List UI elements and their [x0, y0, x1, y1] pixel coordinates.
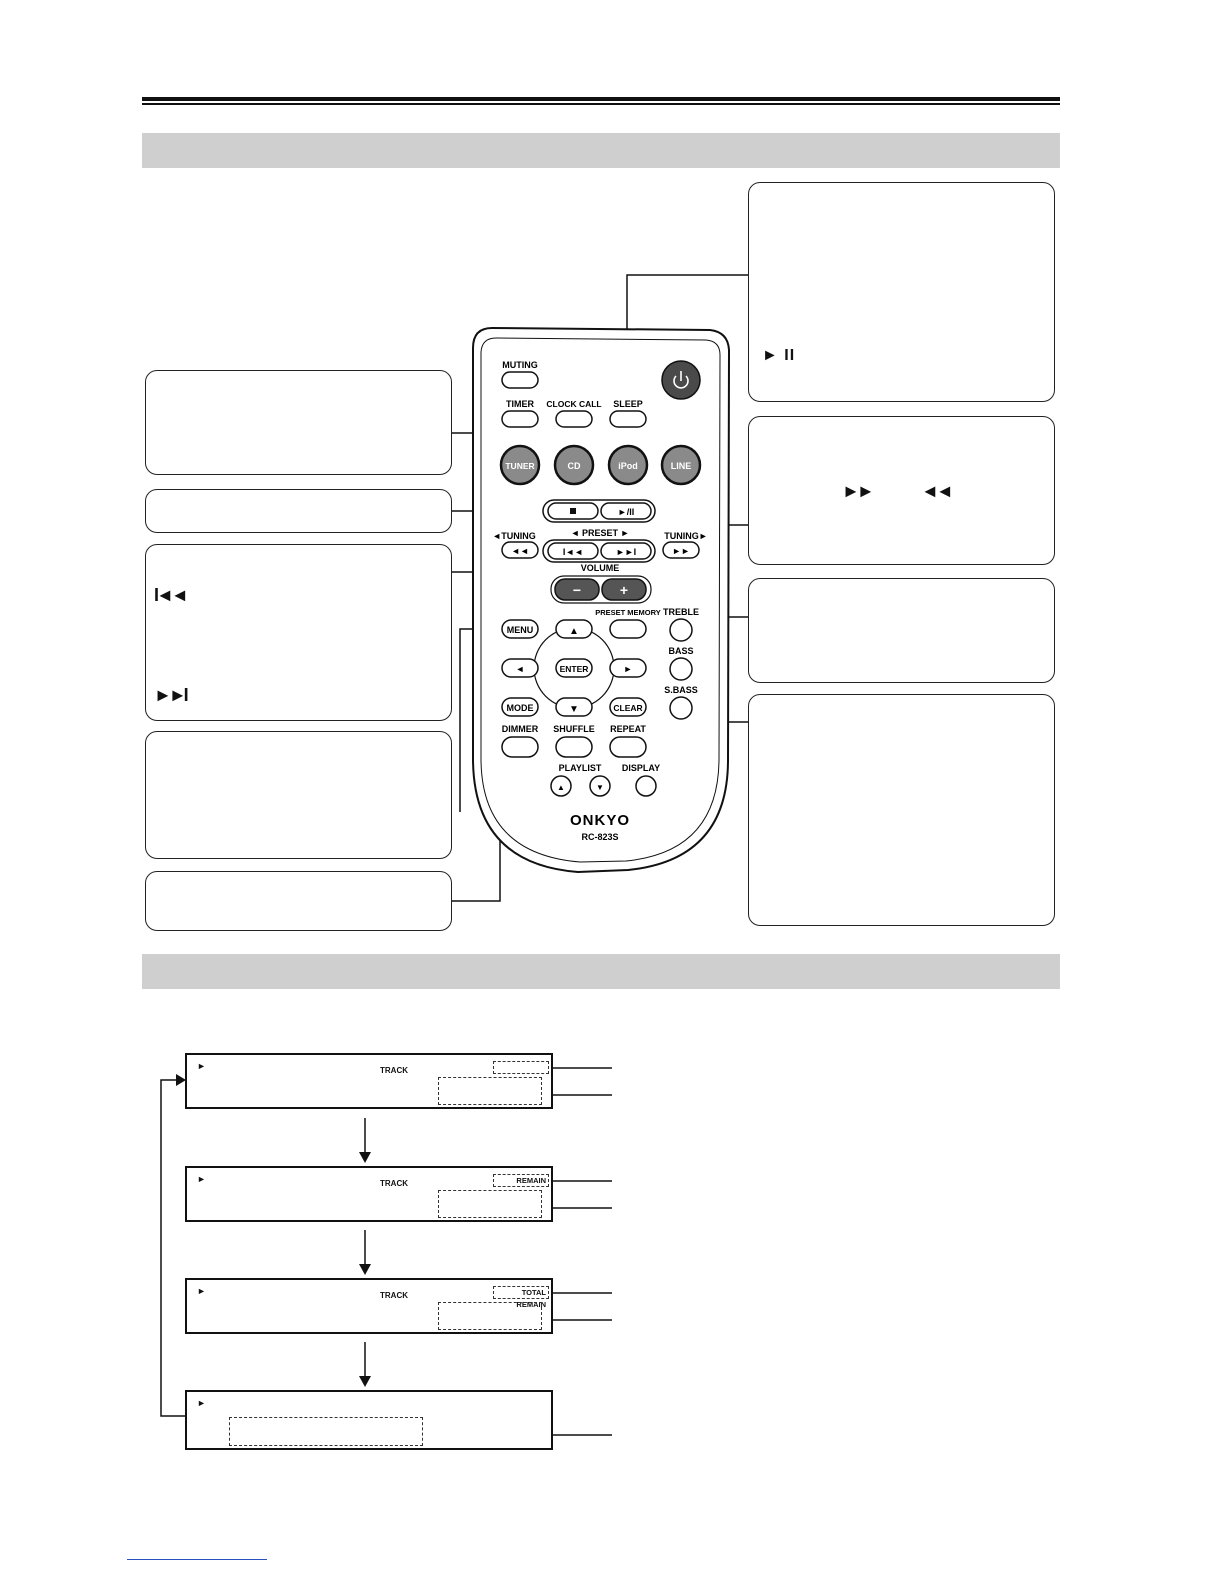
line-label: LINE [670, 461, 692, 471]
text-readout-area [229, 1417, 423, 1446]
playlist-down-icon: ▼ [596, 783, 604, 792]
fast-forward-icon: ►► [842, 481, 872, 501]
previous-button-icon: I◄◄ [562, 547, 584, 557]
total-remain-indicator: TOTAL REMAIN [493, 1286, 549, 1299]
display-label: DISPLAY [621, 763, 661, 773]
bass-label: BASS [668, 646, 694, 656]
previous-icon: I◄◄ [154, 585, 186, 605]
treble-button[interactable] [670, 619, 692, 641]
clear-label: CLEAR [613, 703, 643, 713]
model-number: RC-823S [581, 832, 619, 842]
display-button[interactable] [636, 776, 656, 796]
tuning-right-label: TUNING► [664, 531, 708, 541]
ipod-label: iPod [618, 461, 638, 471]
track-indicator: TRACK [380, 1179, 408, 1188]
stop-icon [570, 508, 576, 514]
repeat-button[interactable] [610, 737, 646, 757]
volume-down-icon: − [572, 582, 582, 598]
volume-label: VOLUME [580, 563, 620, 573]
lcd-screen-remain [185, 1166, 553, 1222]
timer-button[interactable] [502, 411, 538, 427]
tuning-left-label: ◄TUNING [492, 531, 536, 541]
playlist-up-icon: ▲ [557, 783, 565, 792]
playlist-label: PLAYLIST [558, 763, 602, 773]
shuffle-button[interactable] [556, 737, 592, 757]
volume-up-icon: + [619, 582, 629, 598]
timer-label: TIMER [506, 399, 534, 409]
bass-button[interactable] [670, 658, 692, 680]
play-pause-icon: ► II [762, 347, 796, 364]
mode-label: MODE [506, 703, 534, 713]
lcd-screen-total-remain [185, 1278, 553, 1334]
treble-label: TREBLE [663, 607, 699, 617]
clock-call-label: CLOCK CALL [546, 399, 602, 409]
play-icon: ► [197, 1174, 206, 1184]
track-indicator: TRACK [380, 1066, 408, 1075]
rewind-icon: ◄◄ [921, 481, 951, 501]
footer-link-underline [127, 1559, 267, 1560]
lcd-screen-elapsed [185, 1053, 553, 1109]
menu-label: MENU [506, 625, 534, 635]
time-readout-area [438, 1302, 542, 1330]
display-flow-diagram [0, 1040, 1224, 1460]
sleep-button[interactable] [610, 411, 646, 427]
preset-label: ◄ PRESET ► [570, 528, 630, 538]
next-icon: ►►I [154, 685, 186, 705]
lcd-screen-title [185, 1390, 553, 1450]
s-bass-button[interactable] [670, 697, 692, 719]
track-indicator: TRACK [380, 1291, 408, 1300]
enter-label: ENTER [559, 664, 589, 674]
play-icon: ► [197, 1061, 206, 1071]
fast-forward-button-icon: ►► [672, 546, 690, 556]
sleep-label: SLEEP [613, 399, 643, 409]
right-icon: ► [623, 664, 633, 674]
next-button-icon: ►►I [615, 547, 637, 557]
up-icon: ▲ [569, 626, 579, 637]
preset-memory-button[interactable] [610, 620, 646, 638]
down-icon: ▼ [569, 704, 579, 715]
muting-button[interactable] [502, 372, 538, 388]
cd-label: CD [567, 461, 581, 471]
play-icon: ► [197, 1398, 206, 1408]
play-pause-button-icon: ►/II [617, 507, 635, 517]
s-bass-label: S.BASS [664, 685, 698, 695]
left-icon: ◄ [515, 664, 525, 674]
time-readout-area [438, 1077, 542, 1105]
shuffle-label: SHUFFLE [553, 724, 595, 734]
muting-label: MUTING [502, 360, 538, 370]
time-mode-indicator [493, 1061, 549, 1074]
preset-memory-label: PRESET MEMORY [595, 608, 661, 617]
rewind-button-icon: ◄◄ [511, 546, 529, 556]
clock-call-button[interactable] [556, 411, 592, 427]
repeat-label: REPEAT [610, 724, 646, 734]
remain-indicator: REMAIN [493, 1174, 549, 1187]
play-icon: ► [197, 1286, 206, 1296]
tuner-label: TUNER [505, 461, 535, 471]
time-readout-area [438, 1190, 542, 1218]
dimmer-label: DIMMER [501, 724, 539, 734]
brand-logo: ONKYO [569, 812, 631, 829]
dimmer-button[interactable] [502, 737, 538, 757]
